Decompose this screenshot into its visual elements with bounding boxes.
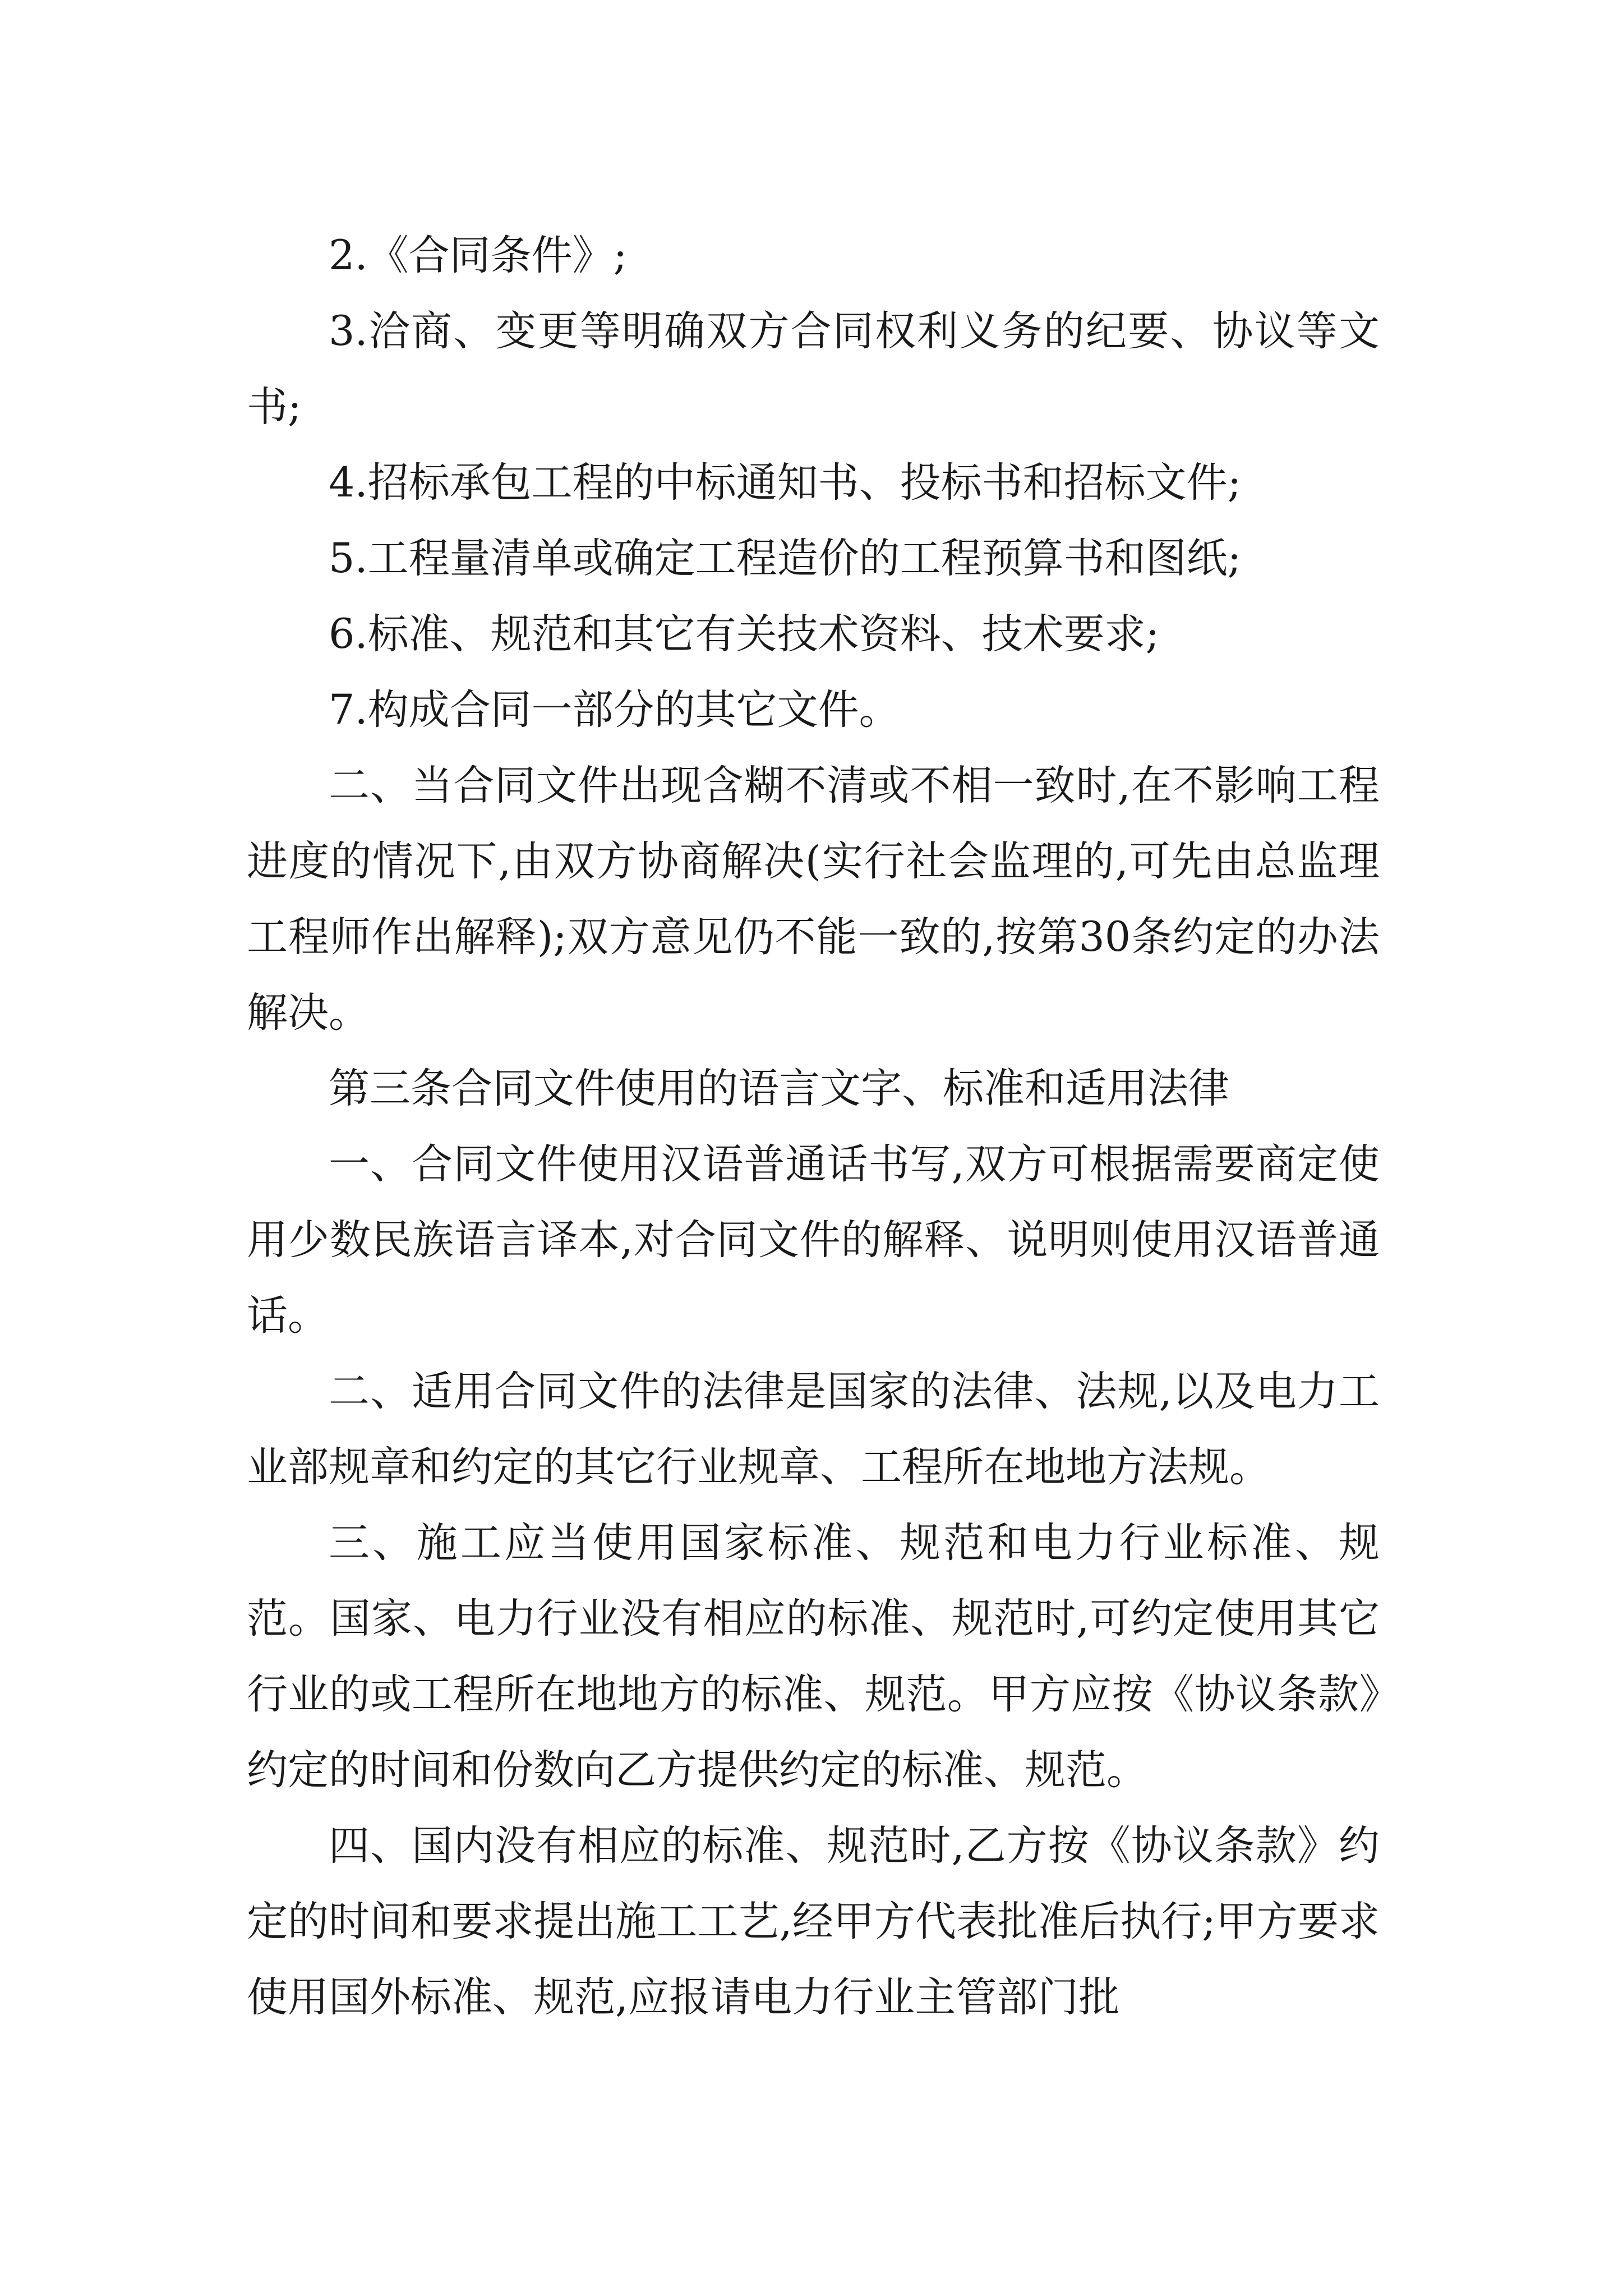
list-item-3: 3.洽商、变更等明确双方合同权利义务的纪要、协议等文书; [247,307,1380,431]
list-item-4: 4.招标承包工程的中标通知书、投标书和招标文件; [329,459,1242,507]
paragraph-law: 二、适用合同文件的法律是国家的法律、法规,以及电力工业部规章和约定的其它行业规章、工程所在地地方法规。 [247,1368,1380,1491]
article-heading: 第三条合同文件使用的语言文字、标准和适用法律 [329,1065,1229,1112]
paragraph-foreign-standards: 四、国内没有相应的标准、规范时,乙方按《协议条款》约定的时间和要求提出施工工艺,经甲方代表批准后执行;甲方要求使用国外标准、规范,应报请电力行业主管部门批 [247,1822,1380,2021]
list-item-5: 5.工程量清单或确定工程造价的工程预算书和图纸; [329,535,1242,582]
document-body [247,218,1380,2035]
paragraph-language: 一、合同文件使用汉语普通话书写,双方可根据需要商定使用少数民族语言译本,对合同文件的解释、说明则使用汉语普通话。 [247,1140,1380,1340]
list-item-6: 6.标准、规范和其它有关技术资料、技术要求; [329,610,1160,658]
list-item-7: 7.构成合同一部分的其它文件。 [329,686,900,734]
paragraph-ambiguity: 二、当合同文件出现含糊不清或不相一致时,在不影响工程进度的情况下,由双方协商解决(实行社会监理的,可先由总监理工程师作出解释);双方意见仍不能一致的,按第30条约定的办法解决。 [247,762,1380,1037]
paragraph-standards: 三、施工应当使用国家标准、规范和电力行业标准、规范。国家、电力行业没有相应的标准、规范时,可约定使用其它行业的或工程所在地地方的标准、规范。甲方应按《协议条款》约定的时间和份数向乙方提供约定的标准、规范。 [247,1519,1380,1794]
list-item-2: 2.《合同条件》; [329,232,628,279]
